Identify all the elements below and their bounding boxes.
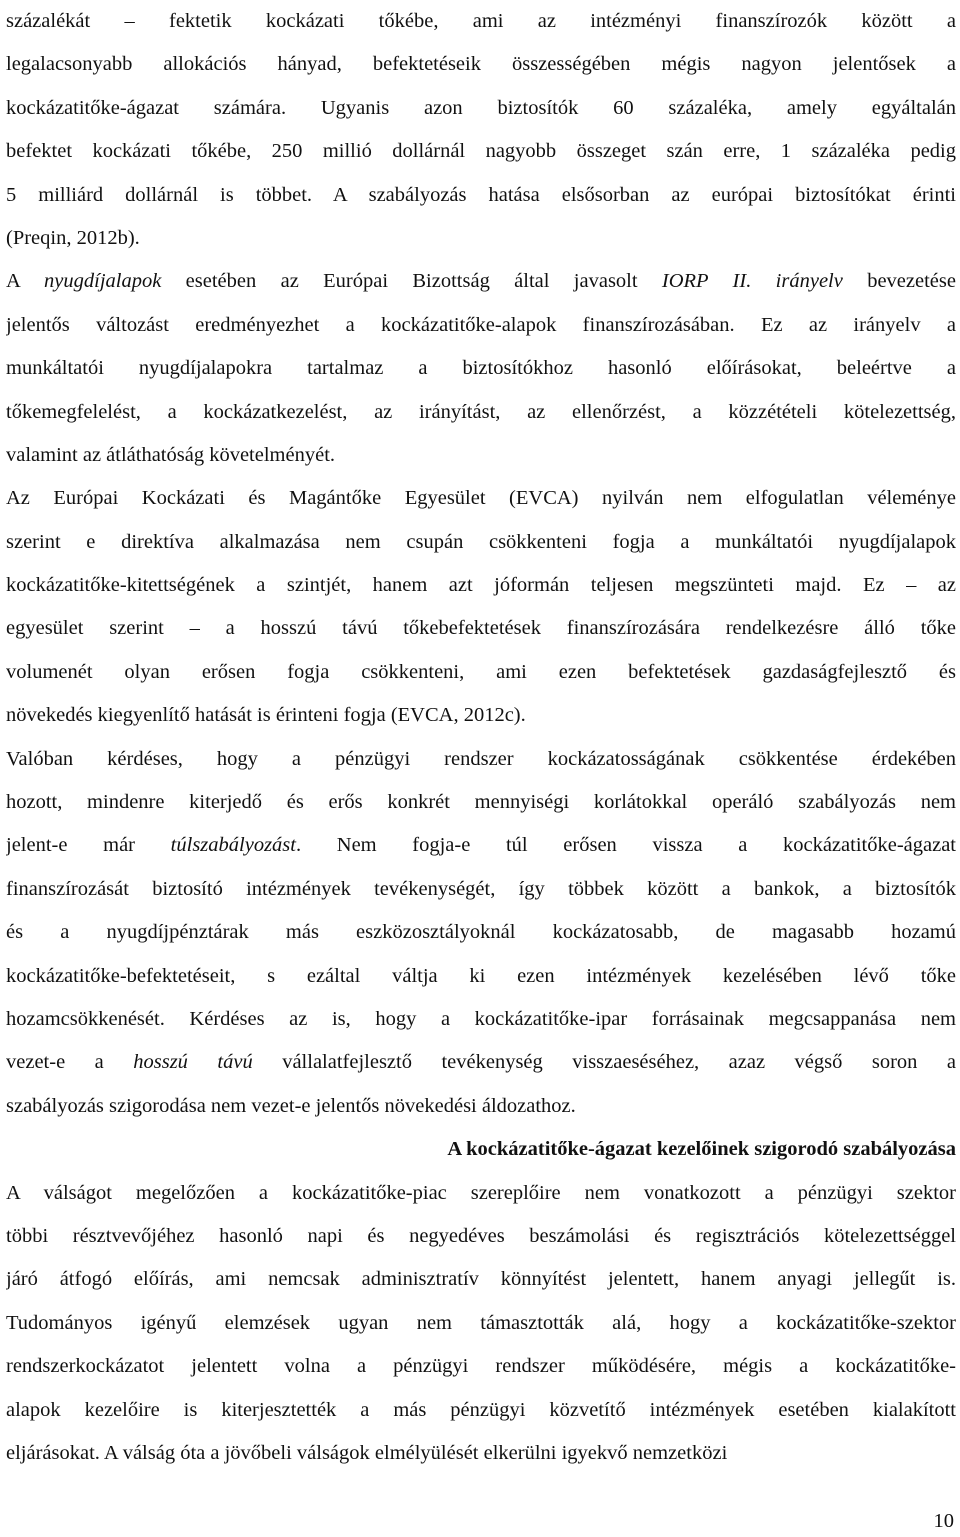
text-line	[6, 911, 956, 954]
text-line	[6, 347, 956, 390]
text-run: jelentős változást eredményezhet a kockázatitőke-alapok finanszírozásában. Ez az irányelv a	[6, 313, 956, 336]
text-run: Az Európai Kockázati és Magántőke Egyesület (EVCA) nyilván nem elfogulatlan véleménye	[6, 487, 956, 510]
text-line	[6, 174, 956, 217]
text-run: Tudományos igényű elemzések ugyan nem támasztották alá, hogy a kockázatitőke-szektor	[6, 1311, 956, 1334]
text-line	[6, 1302, 956, 1345]
text-run: valamint az átláthatóság követelményét.	[6, 443, 336, 466]
text-line	[6, 477, 956, 520]
text-line	[6, 1041, 956, 1084]
text-line	[6, 391, 956, 434]
document-body	[6, 0, 956, 1475]
text-run: tőkemegfelelést, a kockázatkezelést, az irányítást, az ellenőrzést, a közzétételi kötelezettség,	[6, 400, 956, 423]
text-line	[6, 868, 956, 911]
text-line	[6, 738, 956, 781]
section-heading	[6, 1128, 956, 1171]
text-line	[6, 1432, 956, 1475]
text-line	[6, 1172, 956, 1215]
text-run: szerint e direktíva alkalmazása nem csupán csökkenteni fogja a munkáltatói nyugdíjalapok	[6, 530, 956, 553]
text-run: finanszírozását biztosító intézmények tevékenységét, így többek között a bankok, a biztosítók	[6, 877, 956, 900]
italic-text: nyugdíjalapok	[44, 270, 162, 293]
text-line	[6, 607, 956, 650]
text-line	[6, 217, 956, 260]
text-run: többi résztvevőjéhez hasonló napi és negyedéves beszámolási és regisztrációs kötelezettséggel	[6, 1224, 956, 1247]
italic-text: IORP II. irányelv	[661, 270, 843, 293]
text-line	[6, 1258, 956, 1301]
text-run: alapok kezelőire is kiterjesztették a más pénzügyi közvetítő intézmények esetében kialakított	[6, 1398, 956, 1421]
text-run: eljárásokat. A válság óta a jövőbeli válságok elmélyülését elkerülni igyekvő nemzetközi	[6, 1441, 728, 1464]
text-run: kockázatitőke-ágazat számára. Ugyanis azon biztosítók 60 százaléka, amely egyáltalán	[6, 96, 956, 119]
italic-text: túlszabályozást	[170, 834, 296, 857]
text-run: és a nyugdíjpénztárak más eszközosztályoknál kockázatosabb, de magasabb hozamú	[6, 921, 956, 944]
text-line	[6, 694, 956, 737]
text-line	[6, 43, 956, 86]
text-line	[6, 955, 956, 998]
text-line	[6, 1085, 956, 1128]
text-run: vezet-e a	[6, 1051, 134, 1074]
text-line	[6, 781, 956, 824]
text-run: jelent-e már	[6, 834, 171, 857]
text-run: szabályozás szigorodása nem vezet-e jelentős növekedési áldozathoz.	[6, 1094, 576, 1117]
text-line	[6, 130, 956, 173]
text-run: volumenét olyan erősen fogja csökkenteni, ami ezen befektetések gazdaságfejlesztő és	[6, 660, 956, 683]
text-run: rendszerkockázatot jelentett volna a pénzügyi rendszer működésére, mégis a kockázatitőke-	[6, 1355, 956, 1378]
text-line	[6, 260, 956, 303]
text-run: hozamcsökkenését. Kérdéses az is, hogy a kockázatitőke-ipar forrásainak megcsappanása nem	[6, 1007, 956, 1030]
text-line	[6, 824, 956, 867]
text-line	[6, 434, 956, 477]
text-line	[6, 651, 956, 694]
text-run: (Preqin, 2012b).	[6, 226, 140, 249]
text-run: 5 milliárd dollárnál is többet. A szabályozás hatása elsősorban az európai biztosítókat érinti	[6, 183, 956, 206]
text-run: A kockázatitőke-ágazat kezelőinek szigorodó szabályozása	[447, 1138, 956, 1161]
text-run: A	[6, 270, 45, 293]
text-run: esetében az Európai Bizottság által javasolt	[161, 270, 662, 293]
text-run: A válságot megelőzően a kockázatitőke-piac szereplőire nem vonatkozott a pénzügyi szektor	[6, 1181, 956, 1204]
text-line	[6, 521, 956, 564]
text-run: növekedés kiegyenlítő hatását is érinteni fogja (EVCA, 2012c).	[6, 704, 526, 727]
page-number: 10	[933, 1510, 954, 1532]
text-line	[6, 304, 956, 347]
text-line	[6, 0, 956, 43]
text-line	[6, 87, 956, 130]
text-line	[6, 564, 956, 607]
text-run: legalacsonyabb allokációs hányad, befektetéseik összességében mégis nagyon jelentősek a	[6, 53, 956, 76]
text-line	[6, 998, 956, 1041]
text-run: vállalatfejlesztő tevékenység visszaeséséhez, azaz végső soron a	[252, 1051, 956, 1074]
italic-text: hosszú távú	[133, 1051, 253, 1074]
text-run: befektet kockázati tőkébe, 250 millió dollárnál nagyobb összeget szán erre, 1 százaléka pedig	[6, 140, 956, 163]
text-run: kockázatitőke-befektetéseit, s ezáltal váltja ki ezen intézmények kezelésében lévő tőke	[6, 964, 956, 987]
text-run: . Nem fogja-e túl erősen vissza a kockázatitőke-ágazat	[295, 834, 956, 857]
text-line	[6, 1215, 956, 1258]
text-run: Valóban kérdéses, hogy a pénzügyi rendszer kockázatosságának csökkentése érdekében	[6, 747, 956, 770]
text-run: kockázatitőke-kitettségének a szintjét, hanem azt jóformán teljesen megszünteti majd. Ez – az	[6, 574, 956, 597]
text-run: bevezetése	[842, 270, 956, 293]
text-line	[6, 1389, 956, 1432]
text-line	[6, 1345, 956, 1388]
text-run: százalékát – fektetik kockázati tőkébe, ami az intézményi finanszírozók között a	[6, 10, 956, 32]
text-run: hozott, mindenre kiterjedő és erős konkrét mennyiségi korlátokkal operáló szabályozás nem	[6, 791, 956, 814]
text-run: munkáltatói nyugdíjalapokra tartalmaz a biztosítókhoz hasonló előírásokat, beleértve a	[6, 357, 956, 380]
text-run: egyesület szerint – a hosszú távú tőkebefektetések finanszírozására rendelkezésre álló tőke	[6, 617, 956, 640]
text-run: járó átfogó előírás, ami nemcsak adminisztratív könnyítést jelentett, hanem anyagi jellegűt is.	[6, 1268, 956, 1291]
